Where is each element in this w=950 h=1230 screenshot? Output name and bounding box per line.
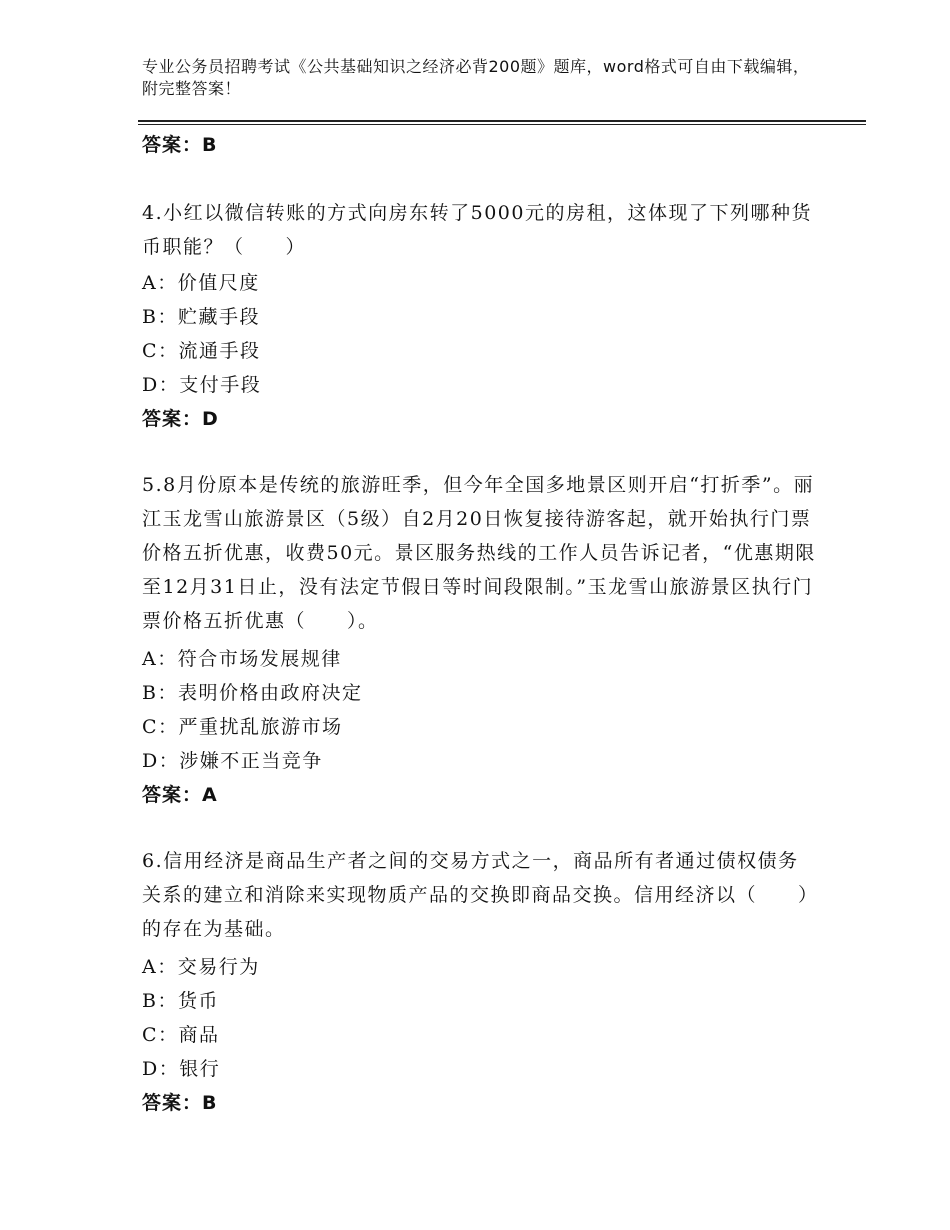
question-5-option-c: C：严重扰乱旅游市场	[142, 716, 343, 738]
question-6-option-a: A：交易行为	[142, 956, 260, 978]
question-5-option-d: D：涉嫌不正当竞争	[142, 750, 323, 772]
question-5-option-b: B：表明价格由政府决定	[142, 682, 363, 704]
previous-answer: 答案：B	[142, 134, 218, 156]
question-6-answer: 答案：B	[142, 1092, 218, 1114]
page-header: 专业公务员招聘考试《公共基础知识之经济必背200题》题库，word格式可自由下载编辑，附完整答案！	[142, 57, 810, 98]
question-6-option-b: B：货币	[142, 990, 219, 1012]
question-4-option-c: C：流通手段	[142, 340, 261, 362]
header-rule-thin	[138, 124, 866, 125]
question-5-option-a: A：符合市场发展规律	[142, 648, 342, 670]
question-6-text: 6.信用经济是商品生产者之间的交易方式之一，商品所有者通过债权债务关系的建立和消除来实现物质产品的交换即商品交换。信用经济以（ ）的存在为基础。	[142, 850, 810, 940]
question-4-text: 4.小红以微信转账的方式向房东转了5000元的房租，这体现了下列哪种货币职能？（ ）	[142, 202, 812, 258]
question-5-answer: 答案：A	[142, 784, 218, 806]
question-6-option-c: C：商品	[142, 1024, 220, 1046]
question-5-text: 5.8月份原本是传统的旅游旺季，但今年全国多地景区则开启“打折季”。丽江玉龙雪山旅游景区（5级）自2月20日恢复接待游客起，就开始执行门票价格五折优惠，收费50元。景区服务热线的工作人员告诉记者，“优惠期限至12月31日止，没有法定节假日等时间段限制。”玉龙雪山旅游景区执行门票价格五折优惠（ ）。	[142, 474, 816, 632]
question-4-option-d: D：支付手段	[142, 374, 262, 396]
question-6-option-d: D：银行	[142, 1058, 221, 1080]
question-4-answer: 答案：D	[142, 408, 219, 430]
question-4-option-b: B：贮藏手段	[142, 306, 260, 328]
header-rule-thick	[138, 120, 866, 122]
question-4-option-a: A：价值尺度	[142, 272, 260, 294]
